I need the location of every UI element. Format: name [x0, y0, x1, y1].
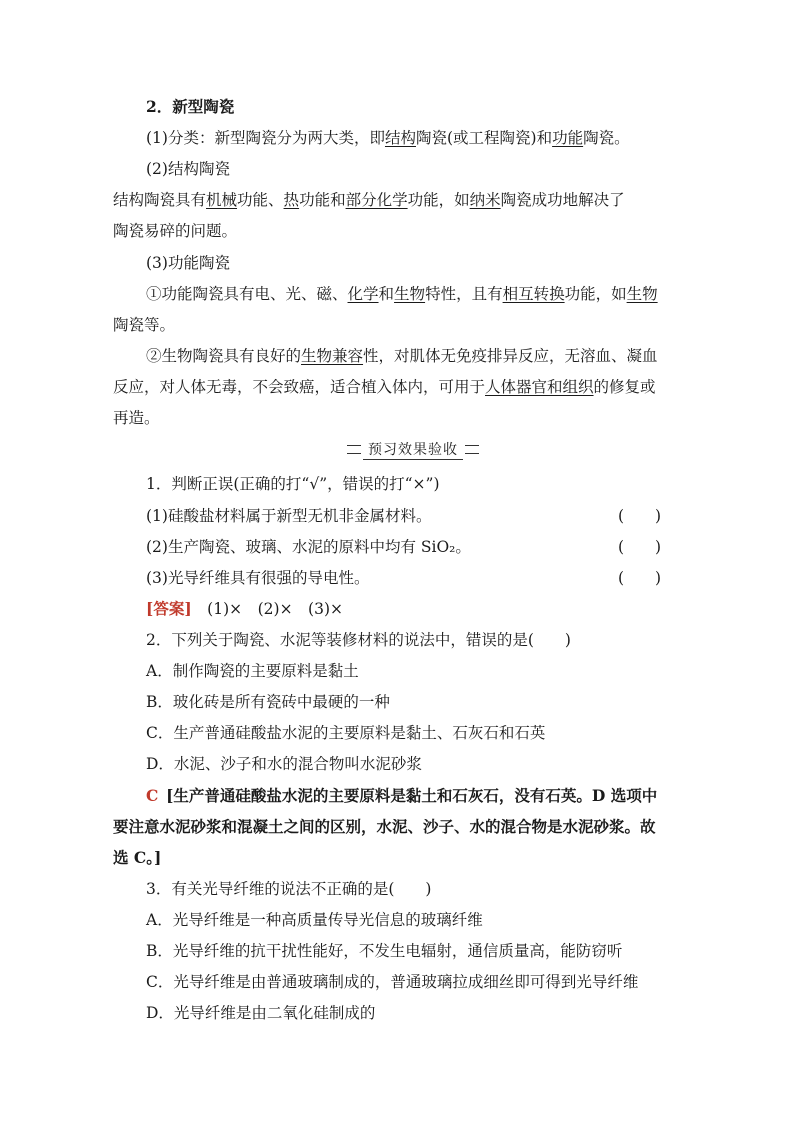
text-run: 性，对肌体无免疫排异反应，无溶血、凝血	[363, 347, 658, 365]
subheading-structural: (2)结构陶瓷	[146, 160, 230, 178]
section-banner	[347, 441, 479, 459]
banner-title: 预习效果验收	[363, 441, 463, 460]
question-1-stem: 1．判断正误(正确的打“√”，错误的打“×”)	[146, 475, 440, 493]
functional-paragraph	[146, 284, 686, 304]
question-2-option-d: D．水泥、沙子和水的混合物叫水泥砂浆	[146, 755, 422, 773]
bioceramic-paragraph	[146, 346, 686, 366]
text-run: 特性，且有	[425, 285, 503, 303]
question-3-option-a: A．光导纤维是一种高质量传导光信息的玻璃纤维	[146, 911, 483, 929]
blank-answer: 功能	[552, 129, 584, 147]
answer-text: (1)× (2)× (3)×	[207, 600, 344, 618]
blank-answer: 生物	[626, 285, 658, 303]
question-2-explanation-line3: 选 C。]	[113, 848, 162, 867]
question-3-option-d: D．光导纤维是由二氧化硅制成的	[146, 1004, 376, 1022]
question-3-option-c: C．光导纤维是由普通玻璃制成的，普通玻璃拉成细丝即可得到光导纤维	[146, 973, 639, 991]
text-run: 陶瓷(或工程陶瓷)和	[415, 129, 553, 147]
text-run: 的修复或	[593, 378, 656, 396]
answer-tag: [答案]	[146, 599, 192, 618]
text-run: 和	[378, 285, 395, 303]
text-run: 功能、	[237, 191, 284, 209]
question-1-item-3: (3)光导纤维具有很强的导电性。	[146, 569, 370, 587]
banner-right-ornament	[465, 445, 479, 454]
blank-answer: 生物兼容	[301, 347, 364, 365]
text-run: 功能和	[299, 191, 346, 209]
banner-left-ornament	[347, 445, 361, 454]
text-run: ①功能陶瓷具有电、光、磁、	[146, 285, 348, 303]
blank-answer: 热	[283, 191, 300, 209]
subheading-functional: (3)功能陶瓷	[146, 254, 230, 272]
question-2-stem: 2．下列关于陶瓷、水泥等装修材料的说法中，错误的是( )	[146, 631, 571, 649]
question-2-explanation	[146, 786, 686, 806]
blank-answer: 人体器官和组织	[485, 378, 594, 396]
answer-parentheses: ( )	[618, 507, 662, 525]
bioceramic-paragraph-line3: 再造。	[113, 409, 160, 427]
text-run: 功能，如	[564, 285, 627, 303]
blank-answer: 化学	[347, 285, 379, 303]
text-run: [生产普通硅酸盐水泥的主要原料是黏土和石灰石，没有石英。D 选项中	[166, 786, 658, 805]
text-run: 反应，对人体无毒，不会致癌，适合植入体内，可用于	[113, 378, 486, 396]
blank-answer: 结构	[384, 129, 416, 147]
text-run: ②生物陶瓷具有良好的	[146, 347, 302, 365]
text-run: (1)分类：新型陶瓷分为两大类，即	[146, 129, 385, 147]
question-2-explanation-line2: 要注意水泥砂浆和混凝土之间的区别，水泥、沙子、水的混合物是水泥砂浆。故	[113, 817, 656, 836]
question-3-option-b: B．光导纤维的抗干扰性能好，不发生电辐射，通信质量高，能防窃听	[146, 942, 623, 960]
text-run: 陶瓷成功地解决了	[500, 191, 625, 209]
answer-parentheses: ( )	[618, 569, 662, 587]
blank-answer: 部分化学	[345, 191, 408, 209]
question-3-stem: 3．有关光导纤维的说法不正确的是( )	[146, 880, 432, 898]
text-run: 陶瓷。	[583, 129, 630, 147]
structural-paragraph-line2: 陶瓷易碎的问题。	[113, 222, 238, 240]
answer-parentheses: ( )	[618, 538, 662, 556]
question-1-item-2: (2)生产陶瓷、玻璃、水泥的原料中均有 SiO₂。	[146, 538, 471, 556]
question-2-option-b: B．玻化砖是所有瓷砖中最硬的一种	[146, 693, 390, 711]
blank-answer: 纳米	[469, 191, 501, 209]
blank-answer: 机械	[206, 191, 238, 209]
question-2-option-c: C．生产普通硅酸盐水泥的主要原料是黏土、石灰石和石英	[146, 724, 546, 742]
question-1-item-1: (1)硅酸盐材料属于新型无机非金属材料。	[146, 507, 432, 525]
question-2-option-a: A．制作陶瓷的主要原料是黏土	[146, 662, 359, 680]
classification-paragraph	[146, 128, 686, 148]
bioceramic-paragraph-line2	[113, 377, 683, 397]
text-run: 结构陶瓷具有	[113, 191, 207, 209]
functional-paragraph-line2: 陶瓷等。	[113, 316, 176, 334]
question-1-answer	[146, 599, 686, 619]
answer-letter: C	[146, 786, 159, 805]
section-heading: 2．新型陶瓷	[146, 97, 235, 116]
blank-answer: 相互转换	[502, 285, 565, 303]
blank-answer: 生物	[394, 285, 426, 303]
structural-paragraph	[113, 190, 683, 210]
text-run: 功能，如	[407, 191, 470, 209]
